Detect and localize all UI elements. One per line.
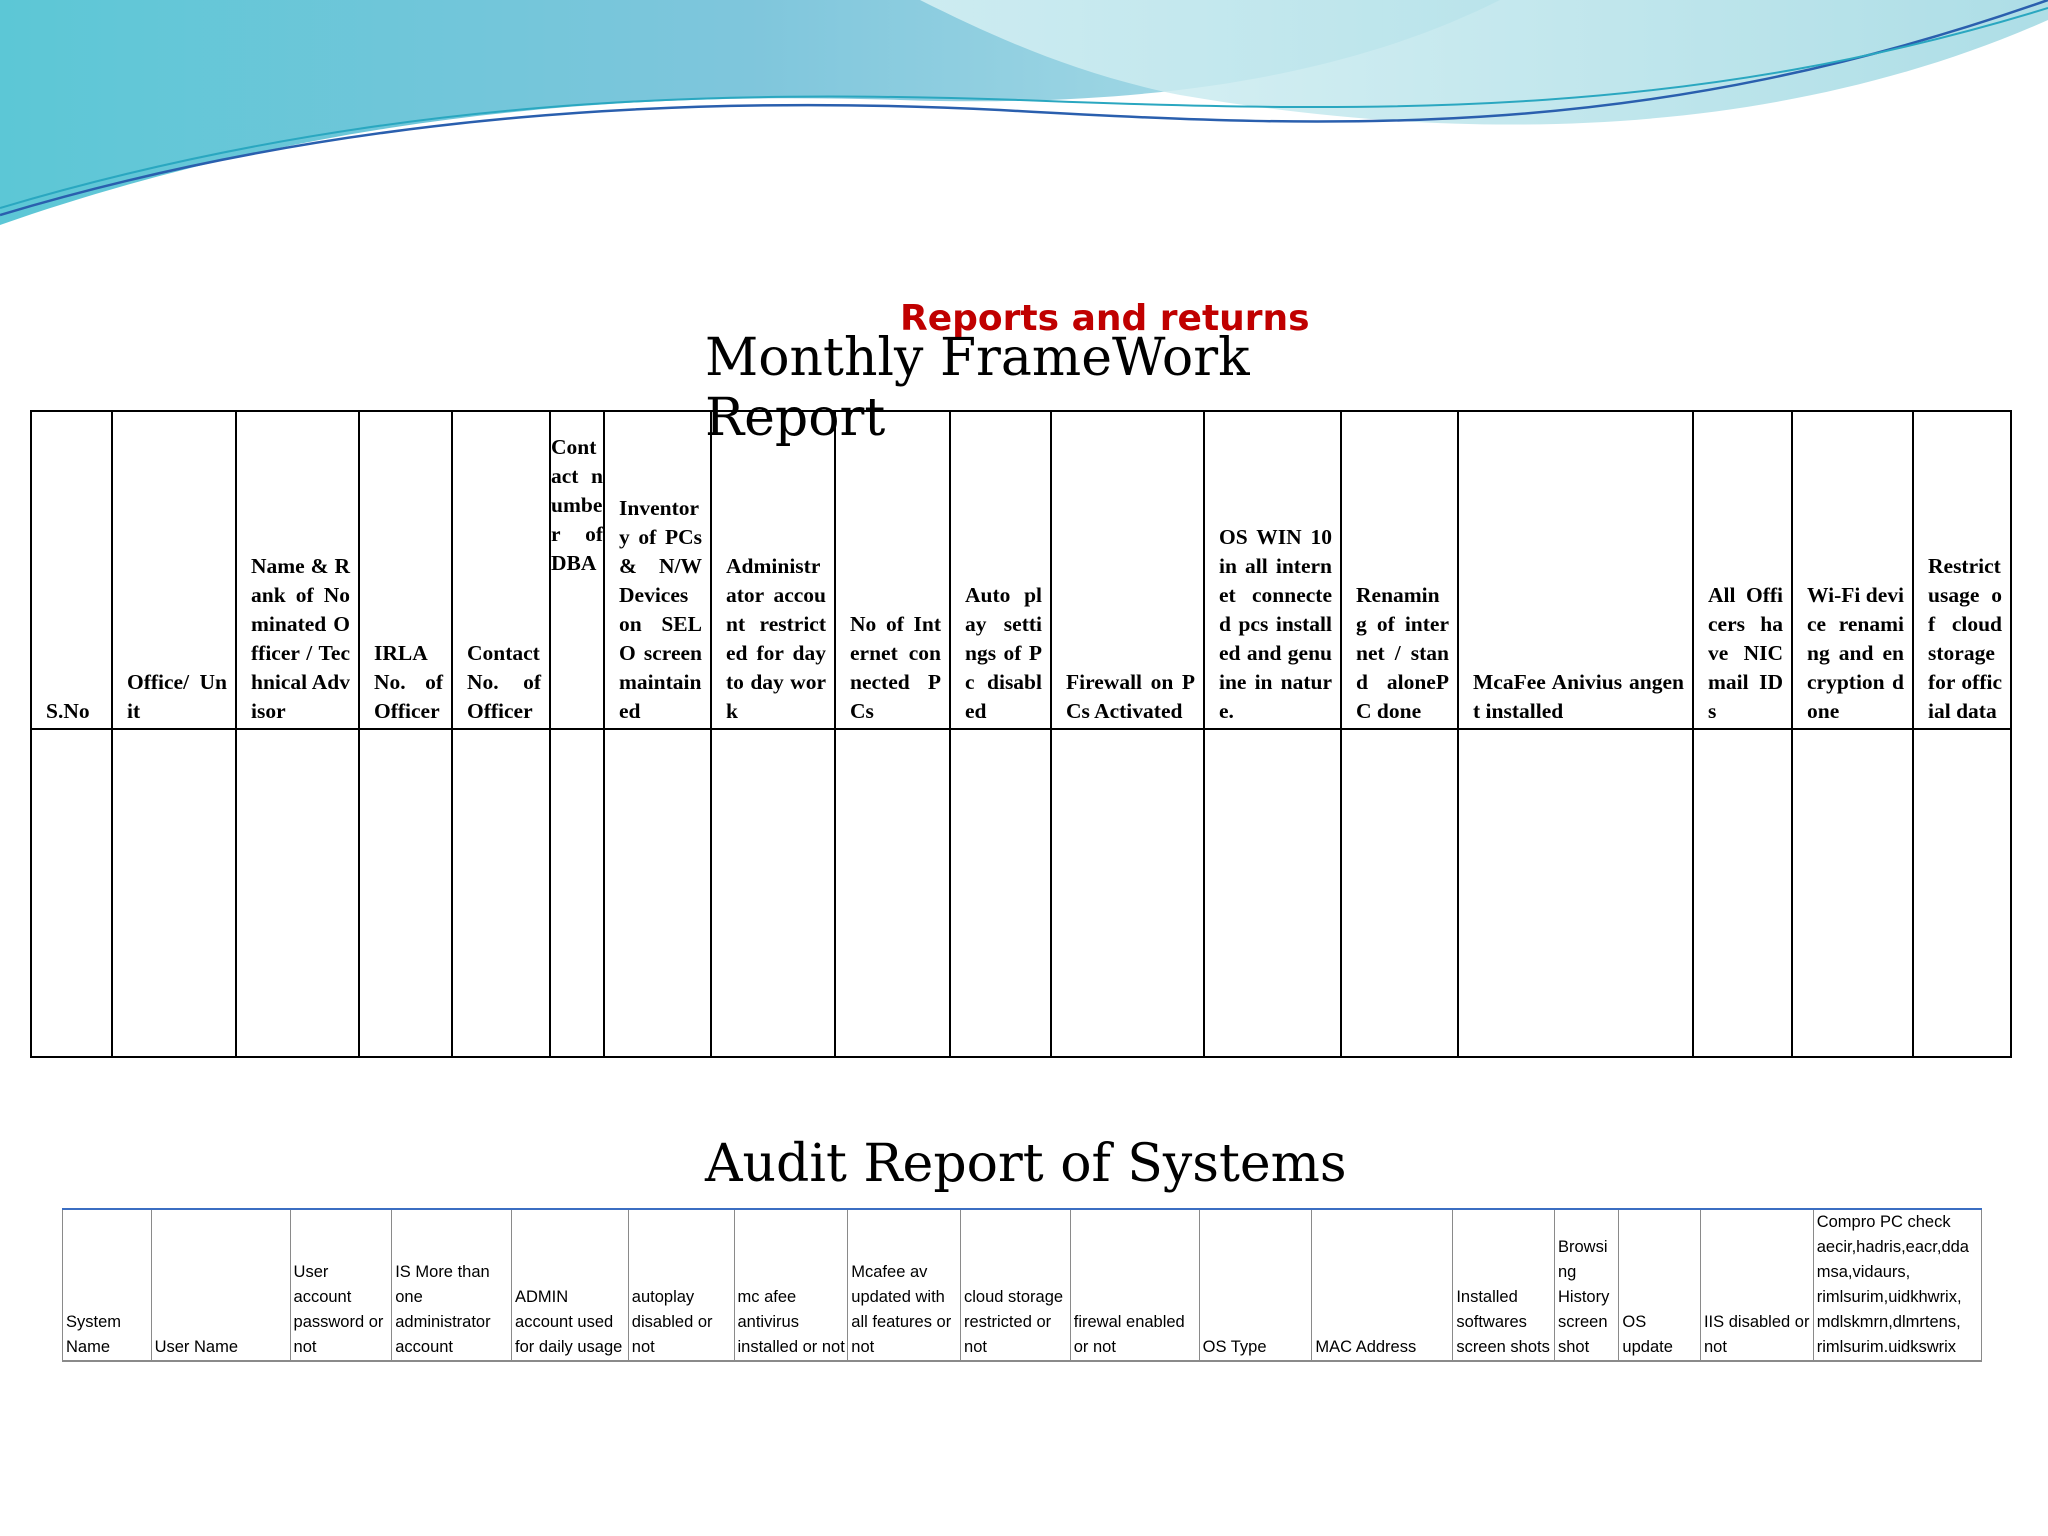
monthly-col-header: S.No (31, 411, 112, 729)
table-cell (31, 729, 112, 1057)
audit-report-table (62, 1208, 1982, 1362)
audit-report-title: Audit Report of Systems (705, 1134, 1347, 1194)
section-title: Reports and returns (900, 298, 1310, 339)
audit-col-header: Mcafee av updated with all features or not (848, 1209, 961, 1361)
table-cell (1458, 729, 1693, 1057)
table-cell (711, 729, 835, 1057)
table-cell (1341, 729, 1458, 1057)
monthly-report-title: Monthly FrameWork Report (705, 328, 1250, 448)
table-cell (112, 729, 236, 1057)
monthly-col-header: Renaming of internet / stand alonePC done (1341, 411, 1458, 729)
table-cell (1792, 729, 1913, 1057)
audit-header-row (63, 1209, 1982, 1361)
audit-col-header: Compro PC check aecir,hadris,eacr,ddamsa,vidaurs, rimlsurim,uidkhwrix, mdlskmrn,dlmrtens, rimlsurim.uidkswrix (1813, 1209, 1981, 1361)
monthly-col-header: IRLA No. of Officer (359, 411, 452, 729)
audit-col-header: System Name (63, 1209, 152, 1361)
table-cell (1693, 729, 1792, 1057)
monthly-col-header: All Officers have NIC mail IDs (1693, 411, 1792, 729)
table-cell (452, 729, 550, 1057)
audit-col-header: cloud storage restricted or not (961, 1209, 1071, 1361)
monthly-col-header: OS WIN 10 in all internet connected pcs installed and genuine in nature. (1204, 411, 1341, 729)
monthly-col-header: Inventory of PCs & N/W Devices on SELO screen maintained (604, 411, 711, 729)
audit-col-header: firewal enabled or not (1070, 1209, 1199, 1361)
monthly-col-header: Name & Rank of Nominated Officer / Technical Advisor (236, 411, 359, 729)
table-cell (950, 729, 1051, 1057)
decorative-wave-banner (0, 0, 2048, 240)
audit-col-header: User account password or not (290, 1209, 392, 1361)
monthly-col-header: Office/ Unit (112, 411, 236, 729)
audit-col-header: IIS disabled or not (1700, 1209, 1813, 1361)
monthly-col-header: Administrator account restricted for day to day work (711, 411, 835, 729)
table-cell (1204, 729, 1341, 1057)
table-cell (604, 729, 711, 1057)
audit-col-header: MAC Address (1312, 1209, 1453, 1361)
audit-col-header: OS update (1619, 1209, 1701, 1361)
monthly-empty-row (31, 729, 2011, 1057)
audit-col-header: Installed softwares screen shots (1453, 1209, 1555, 1361)
audit-col-header: IS More than one administrator account (392, 1209, 512, 1361)
audit-col-header: mc afee antivirus installed or not (734, 1209, 848, 1361)
wave-shape-secondary (920, 0, 2048, 125)
table-cell (550, 729, 604, 1057)
table-cell (1051, 729, 1204, 1057)
monthly-header-row (31, 411, 2011, 729)
table-cell (835, 729, 950, 1057)
monthly-col-header: Restrict usage of cloud storage for official data (1913, 411, 2011, 729)
monthly-col-header: Wi-Fi device renaming and encryption done (1792, 411, 1913, 729)
monthly-col-header: McaFee Anivius angent installed (1458, 411, 1693, 729)
table-cell (359, 729, 452, 1057)
audit-col-header: OS Type (1199, 1209, 1312, 1361)
monthly-framework-table (30, 410, 2012, 1058)
audit-col-header: autoplay disabled or not (628, 1209, 734, 1361)
monthly-col-header: No of Internet connected PCs (835, 411, 950, 729)
monthly-col-header: Firewall on PCs Activated (1051, 411, 1204, 729)
monthly-col-header: Contact No. of Officer (452, 411, 550, 729)
table-cell (1913, 729, 2011, 1057)
audit-col-header: User Name (151, 1209, 290, 1361)
monthly-col-header: Contact number of DBA (550, 411, 604, 729)
table-cell (236, 729, 359, 1057)
audit-col-header: ADMIN account used for daily usage (512, 1209, 629, 1361)
monthly-col-header: Auto play settings of Pc disabled (950, 411, 1051, 729)
audit-col-header: Browsing History screen shot (1555, 1209, 1619, 1361)
